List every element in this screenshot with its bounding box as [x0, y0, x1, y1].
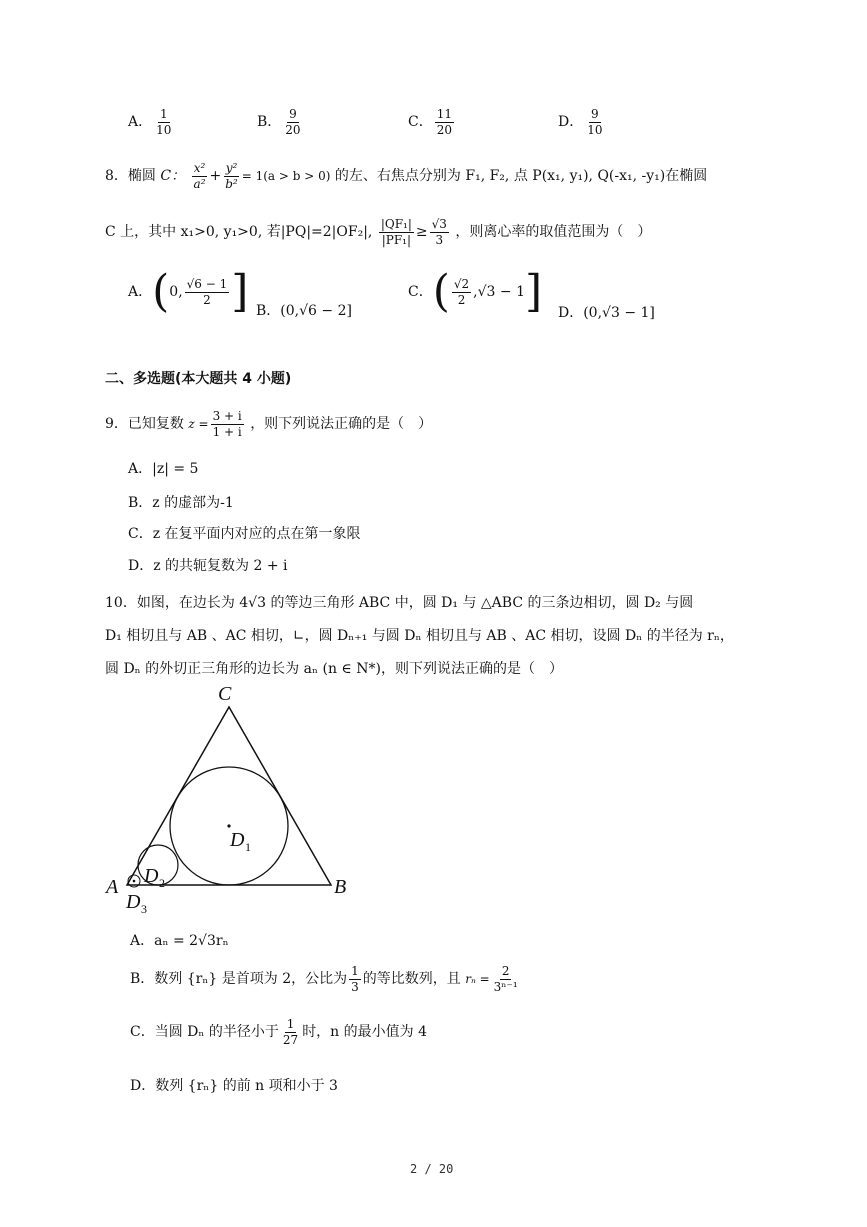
q10-option-b [130, 965, 522, 993]
label-d3-sub: 3 [141, 902, 147, 915]
bracket-right: ] [525, 266, 543, 317]
denominator: 20 [436, 122, 452, 137]
option-label: B． [257, 114, 282, 131]
numerator: √3 [431, 217, 447, 231]
q8-option-b: B．(0,√6 − 2] [256, 303, 352, 319]
interval-start: 0, [169, 284, 183, 300]
numerator: x² [193, 161, 206, 175]
q10-line-1: 10．如图，在边长为 4√3 的等边三角形 ABC 中，圆 D₁ 与 △ABC 的三条边相切，圆 D₂ 与圆 [105, 595, 694, 611]
bracket-left: ( [432, 266, 450, 317]
ge-sign: ≥ [415, 224, 428, 241]
q9-option-c: C．z 在复平面内对应的点在第一象限 [128, 526, 361, 542]
rn-eq: rₙ = [465, 972, 490, 987]
option-label: A． [128, 284, 153, 300]
q8-line-1: 8．椭圆 C： $\frac{\text{x²}}{\text{a²}}$ + $\frac{\text{y²}}{\text{b²}}$ = 1(a > b > 0) 的左、右焦点分别为 F₁, F₂, 点 P(x₁, y₁), Q(-x₁, -y₁)在椭圆 [105, 161, 708, 191]
denominator: 20 [285, 122, 301, 137]
triangle-figure [100, 680, 370, 915]
numerator: √2 [453, 276, 470, 291]
denominator: 1 + i [212, 424, 242, 439]
label-d1-sub: 1 [245, 840, 251, 854]
denominator: 3 [435, 232, 444, 247]
numerator: 2 [501, 964, 510, 978]
fraction-rn [492, 965, 520, 993]
ratio-fraction [379, 218, 414, 246]
q8-text-1: 的左、右焦点分别为 F₁, F₂, 点 P(x₁, y₁), Q(-x₁, -y₁)在椭圆 [334, 168, 708, 185]
option-label: C． [408, 284, 433, 300]
q10-option-c [130, 1018, 427, 1046]
label-d3: D [126, 891, 141, 913]
denominator: 3ⁿ⁻¹ [493, 979, 518, 994]
denominator: 10 [156, 122, 172, 137]
triangle-abc [127, 707, 331, 885]
fraction [435, 108, 454, 136]
numerator: 9 [289, 107, 297, 121]
q8-line-2 [105, 218, 651, 246]
bracket-right: ] [231, 266, 249, 317]
numerator: 11 [436, 107, 452, 121]
option-c-suffix: 时，n 的最小值为 4 [302, 1024, 428, 1041]
denominator: 2 [203, 292, 211, 307]
label-a: A [106, 876, 119, 898]
q9-prefix: 9．已知复数 [105, 416, 184, 433]
q8-option-d: D．(0,√3 − 1] [558, 305, 655, 321]
q8-option-c [408, 266, 543, 317]
numerator: y² [225, 161, 238, 175]
q10-option-d: D．数列 {rₙ} 的前 n 项和小于 3 [130, 1078, 338, 1094]
q9-option-b: B．z 的虚部为-1 [128, 495, 234, 511]
option-b-mid: 的等比数列，且 [362, 971, 461, 988]
interval-end: ,√3 − 1 [473, 284, 525, 300]
fraction [585, 108, 604, 136]
numerator: 1 [159, 107, 168, 121]
q8-text-3: ，则离心率的取值范围为（ ） [455, 224, 652, 241]
denominator: 2 [457, 292, 466, 307]
fraction [283, 108, 302, 136]
q9-option-d: D．z 的共轭复数为 2 + i [128, 558, 288, 574]
q9-option-a: A．|z| = 5 [128, 461, 199, 477]
numerator: 3 + i [212, 409, 242, 423]
fraction-x [192, 162, 208, 190]
label-b: B [334, 876, 347, 898]
q10-line-2: D₁ 相切且与 AB 、AC 相切，∟，圆 Dₙ₊₁ 与圆 Dₙ 相切且与 AB 、AC 相切，设圆 Dₙ 的半径为 rₙ， [105, 628, 734, 644]
page-number: 2 / 20 [410, 1162, 454, 1176]
denominator: 27 [282, 1032, 299, 1047]
label-d1: D [230, 829, 245, 851]
option-c-prefix: C．当圆 Dₙ 的半径小于 [130, 1024, 279, 1041]
denominator: 10 [587, 122, 603, 137]
fraction [452, 278, 471, 306]
q10-line-3: 圆 Dₙ 的外切正三角形的边长为 aₙ (n ∈ N*)，则下列说法正确的是（ ） [105, 661, 563, 677]
denominator: |PF₁| [381, 232, 411, 247]
q7-option-b [257, 108, 305, 136]
denominator: b² [225, 176, 238, 191]
numerator: 9 [591, 107, 599, 121]
numerator: 1 [351, 964, 359, 978]
option-b-prefix: B．数列 {rₙ} 是首项为 2，公比为 [130, 971, 348, 988]
label-d2-sub: 2 [159, 876, 165, 890]
option-label: C． [408, 114, 433, 131]
numerator: 1 [286, 1017, 295, 1031]
fraction-y [223, 162, 240, 190]
fraction [211, 410, 244, 438]
ratio-root [430, 218, 449, 246]
q9-suffix: ，则下列说法正确的是（ ） [250, 416, 433, 433]
option-label: D． [558, 114, 584, 131]
q7-option-d [558, 108, 607, 136]
fraction [185, 278, 230, 306]
q8-prefix: 8．椭圆 [105, 168, 156, 185]
denominator: 3 [351, 979, 359, 994]
q8-option-a [128, 266, 249, 317]
denominator: a² [193, 176, 206, 191]
numerator: √6 − 1 [186, 276, 228, 291]
fraction-ratio [349, 965, 361, 993]
z-eq: z = [188, 417, 209, 432]
section-heading: 二、多选题(本大题共 4 小题) [105, 371, 292, 387]
option-label: A． [128, 114, 153, 131]
fraction [281, 1018, 300, 1046]
label-d2: D [144, 865, 159, 887]
center-d3 [133, 880, 136, 883]
q8-c-label: C： [160, 168, 186, 185]
q9-stem [105, 410, 432, 438]
q7-option-a [128, 108, 175, 136]
label-c: C [218, 683, 232, 705]
equation-rest: = 1(a > b > 0) [241, 169, 331, 184]
bracket-left: ( [152, 266, 170, 317]
q10-option-a: A．aₙ = 2√3rₙ [130, 933, 229, 949]
numerator: |QF₁| [380, 217, 412, 231]
q8-text-2: C 上，其中 x₁>0, y₁>0, 若|PQ|=2|OF₂|, [105, 224, 373, 241]
q7-option-c [408, 108, 456, 136]
center-d1 [227, 824, 230, 827]
fraction [154, 108, 173, 136]
